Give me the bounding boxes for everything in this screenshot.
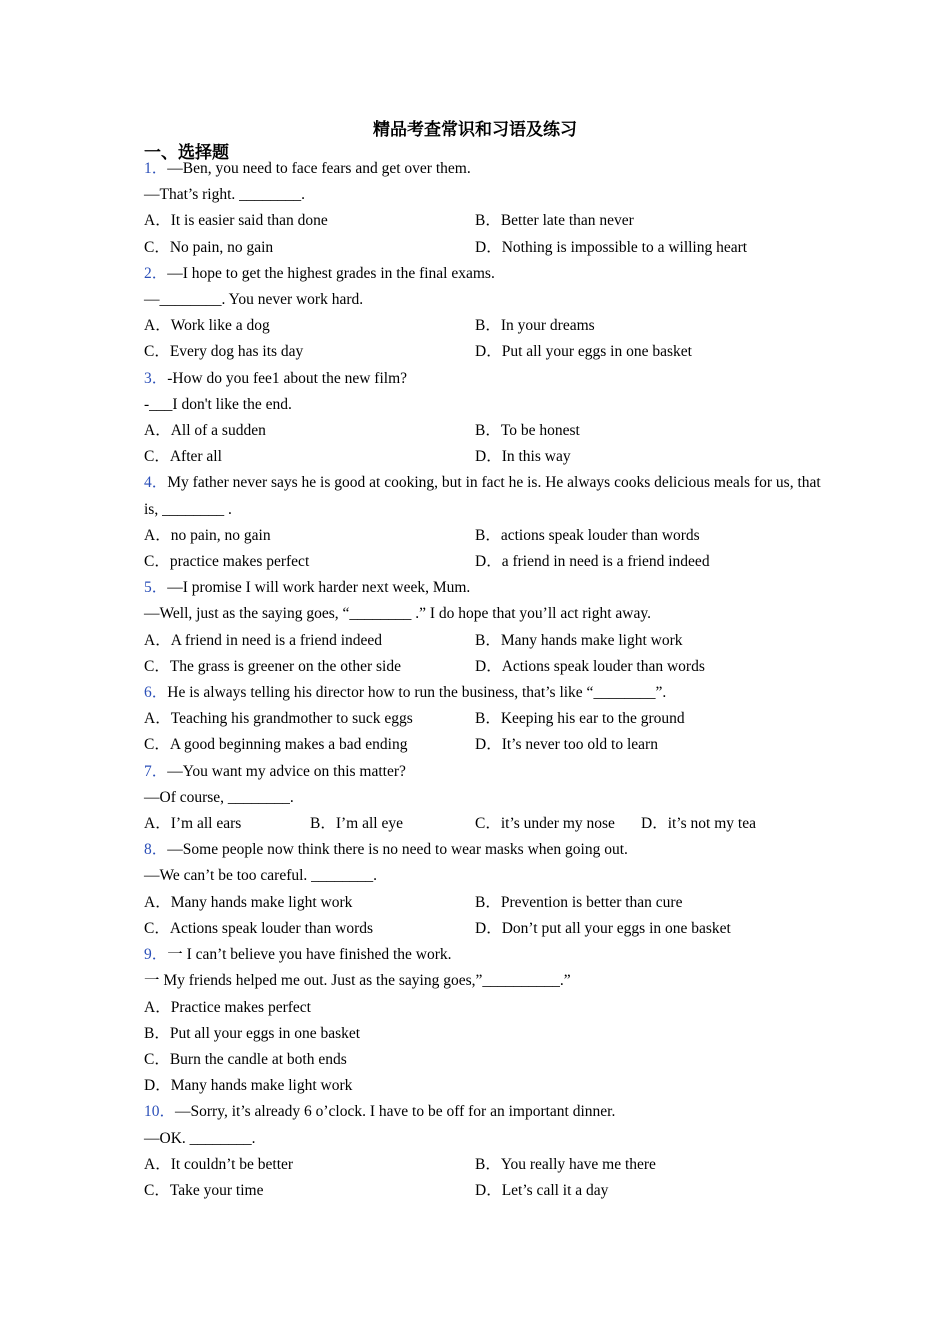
- option-a: A．All of a sudden: [144, 422, 266, 440]
- option-d: D．Put all your eggs in one basket: [475, 343, 692, 361]
- option-b: B．Better late than never: [475, 212, 634, 230]
- option-d: D．it’s not my tea: [641, 815, 756, 833]
- question-number: 6．: [144, 684, 168, 702]
- option-b: B．Many hands make light work: [475, 631, 683, 649]
- option-b: B．Prevention is better than cure: [475, 893, 683, 911]
- question-stem: —Some people now think there is no need to wear masks when going out.: [167, 841, 628, 859]
- question-number: 4．: [144, 474, 168, 492]
- option-a: A．I’m all ears: [144, 815, 242, 833]
- option-c: C．A good beginning makes a bad ending: [144, 736, 408, 754]
- question-line2: —We can’t be too careful. ________.: [144, 867, 378, 885]
- option-c: C．practice makes perfect: [144, 553, 310, 571]
- question-2: [144, 261, 824, 366]
- question-list: [144, 156, 824, 1204]
- question-line2: —OK. ________.: [144, 1129, 256, 1147]
- question-stem: -How do you fee1 about the new film?: [167, 369, 408, 387]
- option-d: D．In this way: [475, 448, 571, 466]
- question-number: 9．: [144, 946, 168, 964]
- option-c: C．Actions speak louder than words: [144, 919, 374, 937]
- option-c: C．After all: [144, 448, 222, 466]
- question-number: 8．: [144, 841, 168, 859]
- document-title: 精品考查常识和习语及练习: [373, 120, 577, 140]
- question-line2: —That’s right. ________.: [144, 186, 306, 204]
- question-number: 7．: [144, 762, 168, 780]
- option-b: B．Put all your eggs in one basket: [144, 1024, 361, 1042]
- question-6: [144, 680, 824, 759]
- option-c: C．The grass is greener on the other side: [144, 657, 401, 675]
- option-d: D．Let’s call it a day: [475, 1181, 609, 1199]
- option-d: D．Many hands make light work: [144, 1077, 353, 1095]
- question-4: [144, 470, 824, 575]
- question-number: 3．: [144, 369, 168, 387]
- option-d: D．Nothing is impossible to a willing heart: [475, 238, 748, 256]
- question-stem: —Ben, you need to face fears and get over them.: [167, 160, 471, 177]
- option-a: A．It is easier said than done: [144, 212, 328, 230]
- option-a: A．no pain, no gain: [144, 526, 271, 544]
- question-line2: 一 My friends helped me out. Just as the saying goes,”__________.”: [144, 972, 571, 990]
- question-stem: My father never says he is good at cooking, but in fact he is. He always cooks delicious meals for us, that is, ________ .: [144, 474, 821, 518]
- option-a: A．Work like a dog: [144, 317, 270, 335]
- question-stem: 一 I can’t believe you have finished the work.: [167, 946, 452, 964]
- option-c: C．it’s under my nose: [475, 815, 615, 833]
- option-d: D．a friend in need is a friend indeed: [475, 553, 710, 571]
- question-9: [144, 942, 824, 1099]
- option-c: C．Take your time: [144, 1181, 264, 1199]
- question-number: 5．: [144, 579, 168, 597]
- question-stem: —Sorry, it’s already 6 o’clock. I have to be off for an important dinner.: [175, 1103, 616, 1121]
- question-3: [144, 366, 824, 471]
- question-line2: -___I don't like the end.: [144, 395, 292, 413]
- question-number: 2．: [144, 264, 168, 282]
- question-line2: —________. You never work hard.: [144, 291, 364, 309]
- option-b: B．To be honest: [475, 422, 580, 440]
- question-1: [144, 156, 824, 261]
- option-a: A．A friend in need is a friend indeed: [144, 631, 383, 649]
- question-5: [144, 575, 824, 680]
- question-stem: —You want my advice on this matter?: [167, 762, 406, 780]
- option-d: D．Don’t put all your eggs in one basket: [475, 919, 731, 937]
- option-a: A．It couldn’t be better: [144, 1155, 294, 1173]
- question-stem: He is always telling his director how to run the business, that’s like “________”.: [167, 684, 667, 702]
- option-d: D．It’s never too old to learn: [475, 736, 658, 754]
- option-c: C．Burn the candle at both ends: [144, 1050, 347, 1068]
- question-8: [144, 837, 824, 942]
- option-b: B．I’m all eye: [310, 815, 403, 833]
- option-b: B．In your dreams: [475, 317, 595, 335]
- option-c: C．Every dog has its day: [144, 343, 304, 361]
- section-heading: 一、选择题: [144, 143, 229, 163]
- question-stem: —I promise I will work harder next week, Mum.: [167, 579, 471, 597]
- option-a: A．Many hands make light work: [144, 893, 353, 911]
- question-number: 10．: [144, 1103, 176, 1121]
- question-stem: —I hope to get the highest grades in the final exams.: [167, 264, 495, 282]
- question-7: [144, 759, 824, 838]
- option-b: B．actions speak louder than words: [475, 526, 700, 544]
- question-10: [144, 1099, 824, 1204]
- option-a: A．Teaching his grandmother to suck eggs: [144, 710, 413, 728]
- option-c: C．No pain, no gain: [144, 238, 274, 256]
- option-b: B．Keeping his ear to the ground: [475, 710, 685, 728]
- option-d: D．Actions speak louder than words: [475, 657, 705, 675]
- question-number: 1．: [144, 160, 168, 177]
- option-a: A．Practice makes perfect: [144, 998, 311, 1016]
- option-b: B．You really have me there: [475, 1155, 656, 1173]
- question-line2: —Of course, ________.: [144, 788, 294, 806]
- question-line2: —Well, just as the saying goes, “________ .” I do hope that you’ll act right away.: [144, 605, 651, 623]
